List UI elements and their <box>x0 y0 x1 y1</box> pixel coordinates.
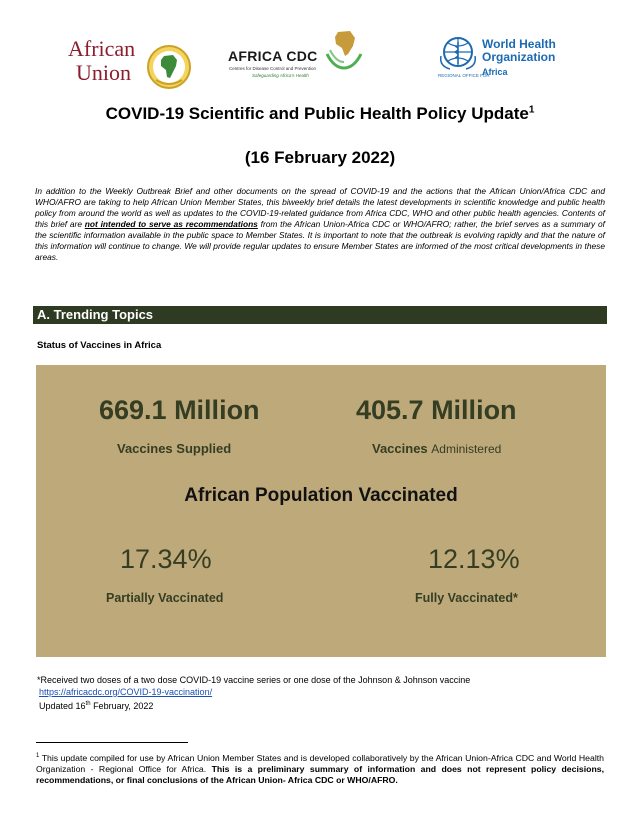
who-logo-line1: World Health <box>482 37 556 51</box>
african-union-logo <box>68 38 198 88</box>
population-vaccinated-title: African Population Vaccinated <box>184 485 458 506</box>
administered-label-rest: Administered <box>431 442 502 456</box>
updated-sup: th <box>85 701 91 707</box>
note-updated <box>37 698 470 712</box>
au-emblem-icon <box>146 44 192 90</box>
vaccination-note <box>37 674 470 712</box>
cdc-logo-name: AFRICA CDC <box>228 48 318 64</box>
au-logo-word2: Union <box>76 60 131 85</box>
logo-header <box>0 26 640 88</box>
updated-suffix: February, 2022 <box>90 701 154 711</box>
au-logo-word1: African <box>68 36 136 61</box>
cdc-logo-tagline: Centres for Disease Control and Prevention <box>229 66 317 71</box>
intro-part2: from the African Union-Africa CDC or WHO/AFRO; rather, the brief serves as a summary of the scientific information available in the public space to Member States. It is important to note that the outbreak is evolving rapidly and that the nature of this information will continue to change. We will provide regular updates to ensure Member States are informed of the most critical developments in these areas. <box>35 219 605 262</box>
footnote <box>36 751 604 786</box>
footnote-marker: 1 <box>36 753 40 759</box>
administered-label-bold: Vaccines <box>372 441 428 456</box>
footnote-text: This update compiled for use by African Union Member States and is developed collaboratively by the African Union-Africa CDC and World Health Organization - Regional Office for Africa. <box>36 752 604 774</box>
title-text: COVID-19 Scientific and Public Health Policy Update <box>105 104 529 123</box>
who-emblem-icon <box>438 36 478 72</box>
intro-emphasis: not intended to serve as recommendations <box>84 219 258 229</box>
vaccines-supplied-value: 669.1 Million <box>99 395 260 425</box>
cdc-logo-slogan: Safeguarding Africa's Health <box>252 73 309 78</box>
section-title: A. Trending Topics <box>37 307 154 322</box>
partially-vaccinated-value: 17.34% <box>120 544 212 574</box>
vaccination-source-link[interactable]: https://africacdc.org/COVID-19-vaccination/ <box>39 687 213 697</box>
who-logo-line2: Organization <box>482 50 556 64</box>
who-logo <box>438 36 578 86</box>
intro-part1: In addition to the Weekly Outbreak Brief and other documents on the spread of COVID-19 and the actions that the African Union/Africa CDC and WHO/AFRO are taking to help African Union Member States, this biweekly brief details the latest developments in scientific knowledge and public health policy from around the world as well as updates to the COVID-19-related guidance from Africa CDC, WHO and other public health agencies. Contents of this brief are <box>35 186 605 229</box>
vaccine-status-panel <box>36 365 606 657</box>
who-logo-sub: REGIONAL OFFICE FOR <box>438 73 490 78</box>
updated-prefix: Updated 16 <box>39 701 86 711</box>
section-header <box>33 306 607 324</box>
fully-vaccinated-value: 12.13% <box>428 544 520 574</box>
partially-vaccinated-label: Partially Vaccinated <box>106 591 224 605</box>
vaccines-supplied-label: Vaccines Supplied <box>117 441 232 456</box>
fully-vaccinated-label: Fully Vaccinated* <box>415 591 518 605</box>
report-date: (16 February 2022) <box>244 148 396 167</box>
intro-paragraph <box>35 186 605 263</box>
vaccines-administered-label <box>372 441 501 456</box>
subsection-title: Status of Vaccines in Africa <box>37 340 162 351</box>
africa-cdc-logo <box>228 26 378 88</box>
page-title <box>0 104 640 124</box>
vaccines-administered-value: 405.7 Million <box>356 395 517 425</box>
footnote-bold-text: This is a preliminary summary of information and does not represent policy decisions, recommendations, or final conclusions of the African Union- Africa CDC or WHO/AFRO. <box>36 763 604 785</box>
who-logo-region: Africa <box>482 67 508 77</box>
note-definition: *Received two doses of a two dose COVID-19 vaccine series or one dose of the Johnson & Johnson vaccine <box>37 675 471 685</box>
footnote-divider <box>36 742 188 743</box>
title-footnote-marker: 1 <box>528 104 535 116</box>
africa-cdc-emblem-icon <box>324 26 364 72</box>
